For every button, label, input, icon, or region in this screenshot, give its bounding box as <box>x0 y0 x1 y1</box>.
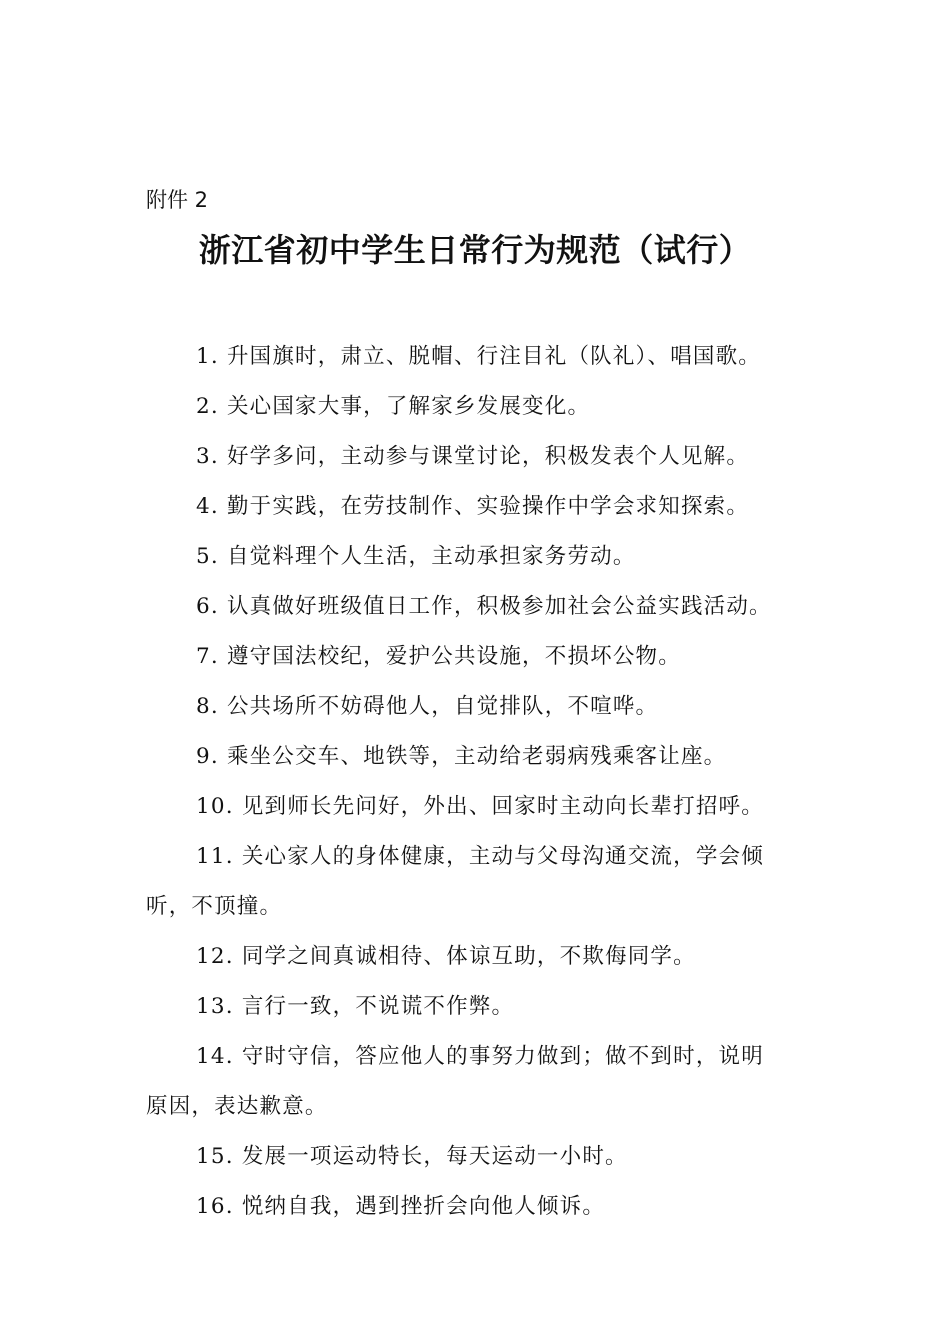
rule-item <box>146 1032 816 1132</box>
rule-text: 14. 守时守信，答应他人的事努力做到；做不到时，说明 <box>196 1044 764 1069</box>
rule-text-continuation: 原因，表达歉意。 <box>146 1094 328 1119</box>
rule-text-continuation: 听，不顶撞。 <box>146 894 283 919</box>
rule-text: 9. 乘坐公交车、地铁等，主动给老弱病残乘客让座。 <box>196 744 727 769</box>
rule-text: 13. 言行一致，不说谎不作弊。 <box>196 994 515 1019</box>
rule-text: 7. 遵守国法校纪，爱护公共设施，不损坏公物。 <box>196 644 681 669</box>
document-title: 浙江省初中学生日常行为规范（试行） <box>198 231 752 269</box>
rule-item <box>146 932 816 982</box>
attachment-label: 附件 2 <box>146 188 209 212</box>
rule-item <box>146 1182 816 1232</box>
rule-text: 11. 关心家人的身体健康，主动与父母沟通交流，学会倾 <box>196 844 764 869</box>
rules-list <box>146 332 816 1232</box>
rule-text: 2. 关心国家大事，了解家乡发展变化。 <box>196 394 591 419</box>
rule-item <box>146 582 816 632</box>
rule-item <box>146 382 816 432</box>
rule-text: 3. 好学多问，主动参与课堂讨论，积极发表个人见解。 <box>196 444 750 469</box>
rule-text: 6. 认真做好班级值日工作，积极参加社会公益实践活动。 <box>196 594 772 619</box>
rule-text: 8. 公共场所不妨碍他人，自觉排队，不喧哗。 <box>196 694 659 719</box>
rule-text: 12. 同学之间真诚相待、体谅互助，不欺侮同学。 <box>196 944 696 969</box>
rule-text: 15. 发展一项运动特长，每天运动一小时。 <box>196 1144 628 1169</box>
rule-item <box>146 532 816 582</box>
rule-item <box>146 782 816 832</box>
rule-text: 5. 自觉料理个人生活，主动承担家务劳动。 <box>196 544 636 569</box>
rule-item <box>146 832 816 932</box>
rule-item <box>146 982 816 1032</box>
rule-text: 4. 勤于实践，在劳技制作、实验操作中学会求知探索。 <box>196 494 750 519</box>
rule-text: 10. 见到师长先问好，外出、回家时主动向长辈打招呼。 <box>196 794 764 819</box>
rule-item <box>146 682 816 732</box>
rule-item <box>146 432 816 482</box>
rule-item <box>146 332 816 382</box>
rule-item <box>146 482 816 532</box>
rule-item <box>146 732 816 782</box>
rule-item <box>146 1132 816 1182</box>
rule-item <box>146 632 816 682</box>
rule-text: 16. 悦纳自我，遇到挫折会向他人倾诉。 <box>196 1194 606 1219</box>
rule-text: 1. 升国旗时，肃立、脱帽、行注目礼（队礼）、唱国歌。 <box>196 344 761 369</box>
